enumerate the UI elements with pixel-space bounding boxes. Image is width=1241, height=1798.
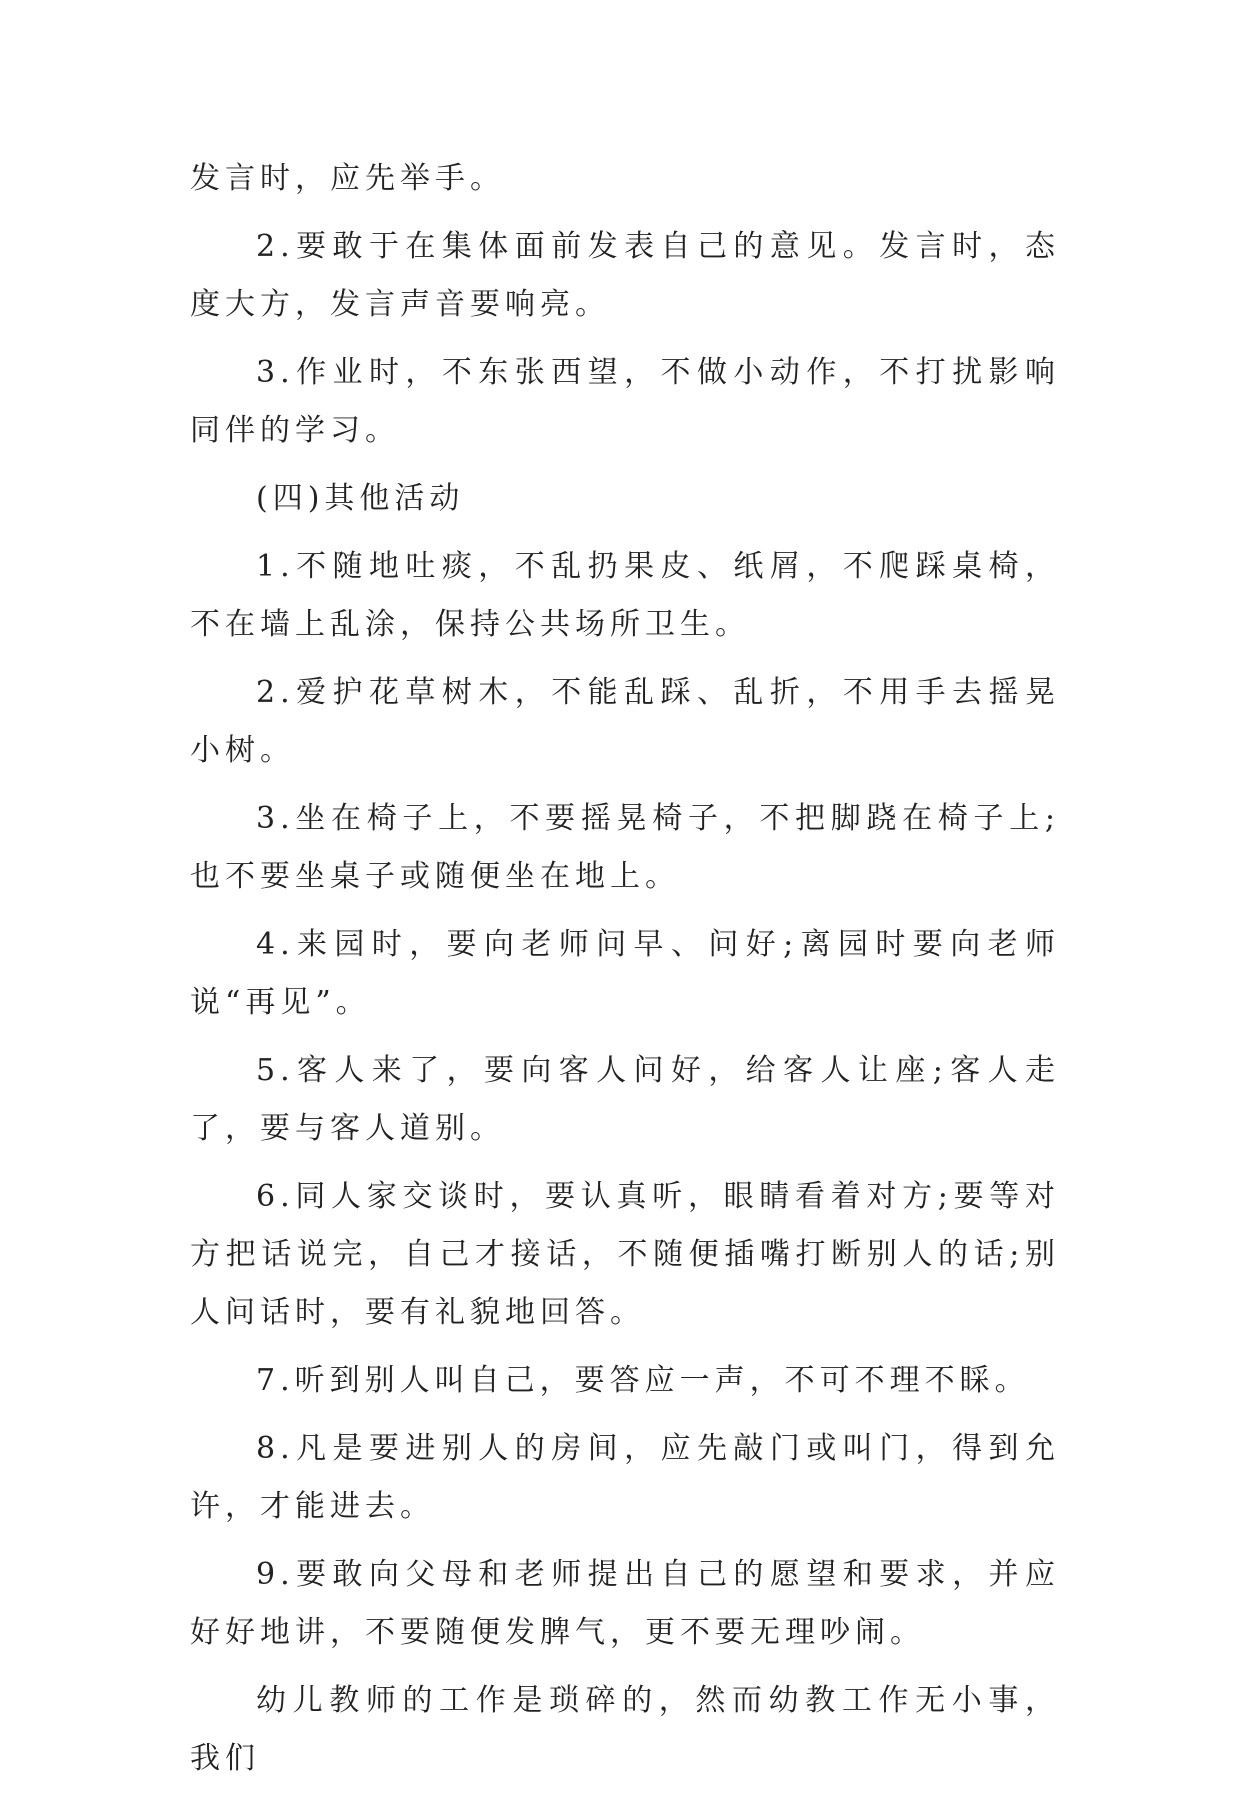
paragraph-activity-7: 7.听到别人叫自己，要答应一声，不可不理不睬。	[256, 1363, 1030, 1398]
document-body	[190, 150, 1060, 1798]
paragraph-activity-4: 4.来园时，要向老师问早、问好;离园时要向老师说“再见”。	[190, 927, 1060, 1020]
paragraph-activity-5: 5.客人来了，要向客人问好，给客人让座;客人走了，要与客人道别。	[190, 1053, 1060, 1146]
paragraph-activity-2: 2.爱护花草树木，不能乱踩、乱折，不用手去摇晃小树。	[190, 675, 1060, 768]
paragraph-activity-8: 8.凡是要进别人的房间，应先敲门或叫门，得到允许，才能进去。	[190, 1431, 1060, 1524]
paragraph-activity-6: 6.同人家交谈时，要认真听，眼睛看着对方;要等对方把话说完，自己才接话，不随便插嘴打断别人的话;别人问话时，要有礼貌地回答。	[190, 1179, 1060, 1330]
paragraph-activity-9: 9.要敢向父母和老师提出自己的愿望和要求，并应好好地讲，不要随便发脾气，更不要无理吵闹。	[190, 1557, 1060, 1650]
paragraph-continuation: 发言时，应先举手。	[190, 161, 505, 196]
paragraph-rule-3: 3.作业时，不东张西望，不做小动作，不打扰影响同伴的学习。	[190, 355, 1060, 448]
section-heading-other-activities: (四)其他活动	[256, 481, 465, 516]
paragraph-closing: 幼儿教师的工作是琐碎的，然而幼教工作无小事，我们	[190, 1683, 1060, 1776]
paragraph-rule-2: 2.要敢于在集体面前发表自己的意见。发言时，态度大方，发言声音要响亮。	[190, 229, 1060, 322]
paragraph-activity-1: 1.不随地吐痰，不乱扔果皮、纸屑，不爬踩桌椅，不在墙上乱涂，保持公共场所卫生。	[190, 549, 1060, 642]
paragraph-activity-3: 3.坐在椅子上，不要摇晃椅子，不把脚跷在椅子上;也不要坐桌子或随便坐在地上。	[190, 801, 1060, 894]
